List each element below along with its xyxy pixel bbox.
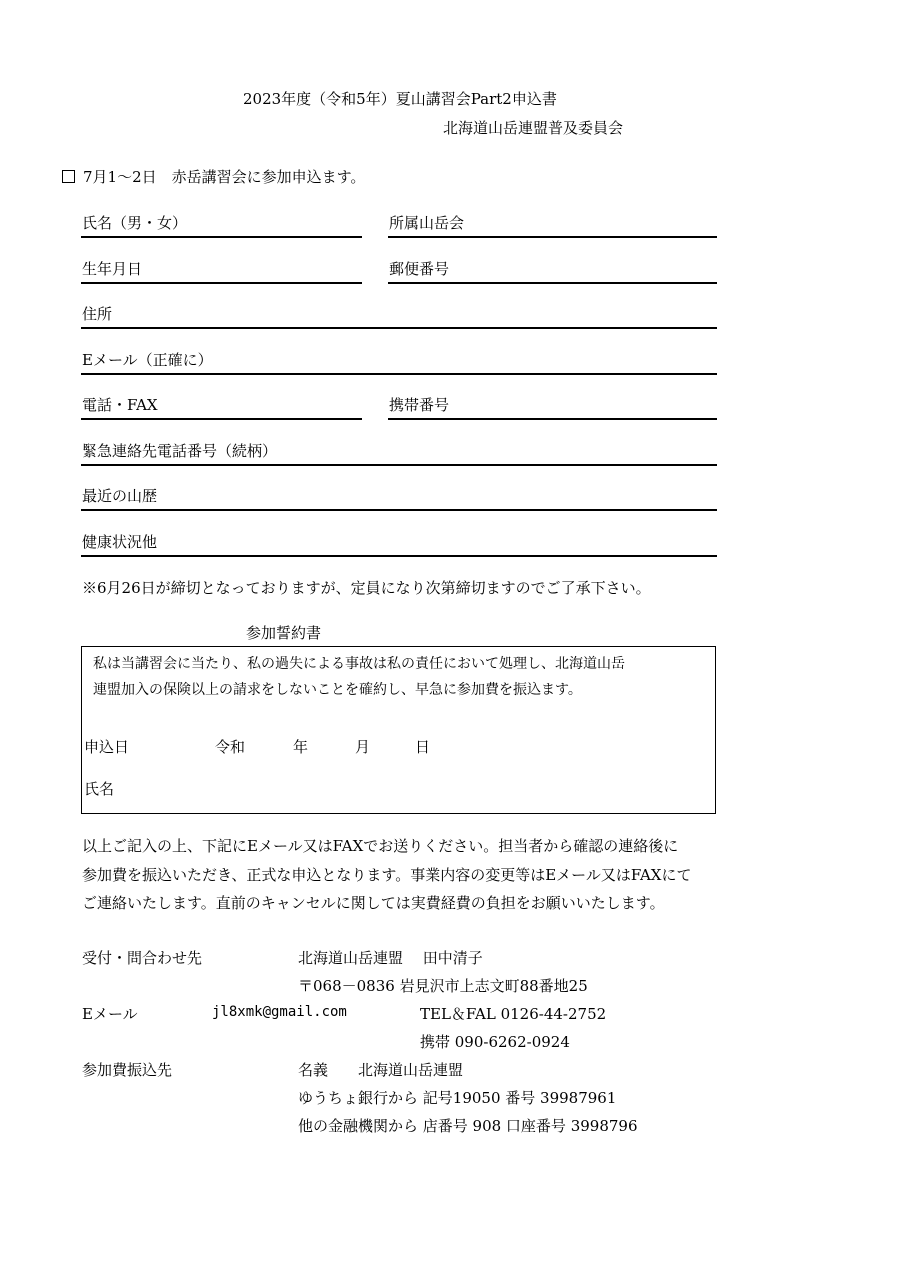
reception-org: 北海道山岳連盟 田中清子 <box>298 949 483 967</box>
address-field[interactable] <box>81 301 717 329</box>
postal-label: 郵便番号 <box>389 260 450 278</box>
recent-climbs-label: 最近の山歴 <box>82 487 158 505</box>
payment-label: 参加費振込先 <box>82 1061 173 1079</box>
contact-address: 〒068－0836 岩見沢市上志文町88番地25 <box>298 977 588 995</box>
other-bank-account: 他の金融機関から 店番号 908 口座番号 3998796 <box>298 1117 638 1135</box>
phone-fax-label: 電話・FAX <box>82 396 158 414</box>
application-date-row[interactable] <box>84 736 431 757</box>
emergency-contact-label: 緊急連絡先電話番号（続柄） <box>82 442 278 460</box>
reception-label: 受付・問合わせ先 <box>82 949 203 967</box>
organization-name: 北海道山岳連盟普及委員会 <box>443 119 624 137</box>
account-name: 名義 北海道山岳連盟 <box>298 1061 464 1079</box>
oath-title: 参加誓約書 <box>246 624 322 642</box>
document-title: 2023年度（令和5年）夏山講習会Part2申込書 <box>243 90 557 108</box>
health-label: 健康状況他 <box>82 533 158 551</box>
email-contact-label: Eメール <box>82 1005 138 1023</box>
day-label: 日 <box>415 738 431 756</box>
club-label: 所属山岳会 <box>389 214 465 232</box>
contact-mobile: 携帯 090-6262-0924 <box>420 1033 570 1051</box>
birthdate-label: 生年月日 <box>82 260 143 278</box>
email-field[interactable] <box>81 347 717 375</box>
instruction-line-2: 参加費を振込いただき、正式な申込となります。事業内容の変更等はEメール又はFAXにて <box>82 866 692 884</box>
apply-line <box>62 166 365 187</box>
oath-name-label: 氏名 <box>84 780 115 798</box>
apply-text: 7月1～2日 赤岳講習会に参加申込ます。 <box>83 168 366 186</box>
oath-text-line-2: 連盟加入の保険以上の請求をしないことを確約し、早急に参加費を振込ます。 <box>93 682 582 698</box>
era-label: 令和 <box>215 738 246 756</box>
name-label: 氏名（男・女） <box>82 214 188 232</box>
yucho-account: ゆうちょ銀行から 記号19050 番号 39987961 <box>298 1089 617 1107</box>
contact-tel: TEL＆FAL 0126-44-2752 <box>420 1005 607 1023</box>
apply-checkbox[interactable] <box>62 170 75 183</box>
oath-name-row[interactable] <box>84 778 114 799</box>
health-field[interactable] <box>81 529 717 557</box>
emergency-contact-field[interactable] <box>81 438 717 466</box>
address-label: 住所 <box>82 305 113 323</box>
month-label: 月 <box>355 738 371 756</box>
deadline-note: ※6月26日が締切となっておりますが、定員になり次第締切ますのでご了承下さい。 <box>82 579 651 597</box>
mobile-label: 携帯番号 <box>389 396 450 414</box>
instruction-line-1: 以上ご記入の上、下記にEメール又はFAXでお送りください。担当者から確認の連絡後に <box>82 837 679 855</box>
birthdate-field[interactable] <box>81 256 362 284</box>
oath-box <box>81 646 716 814</box>
application-date-label: 申込日 <box>84 738 130 756</box>
instruction-line-3: ご連絡いたします。直前のキャンセルに関しては実費経費の負担をお願いいたします。 <box>82 894 665 912</box>
postal-field[interactable] <box>388 256 717 284</box>
mobile-field[interactable] <box>388 392 717 420</box>
phone-fax-field[interactable] <box>81 392 362 420</box>
contact-email[interactable]: jl8xmk@gmail.com <box>212 1004 347 1020</box>
name-field[interactable] <box>81 210 362 238</box>
club-field[interactable] <box>388 210 717 238</box>
email-label: Eメール（正確に） <box>82 351 213 369</box>
year-label: 年 <box>293 738 309 756</box>
recent-climbs-field[interactable] <box>81 483 717 511</box>
oath-text-line-1: 私は当講習会に当たり、私の過失による事故は私の責任において処理し、北海道山岳 <box>93 656 625 672</box>
